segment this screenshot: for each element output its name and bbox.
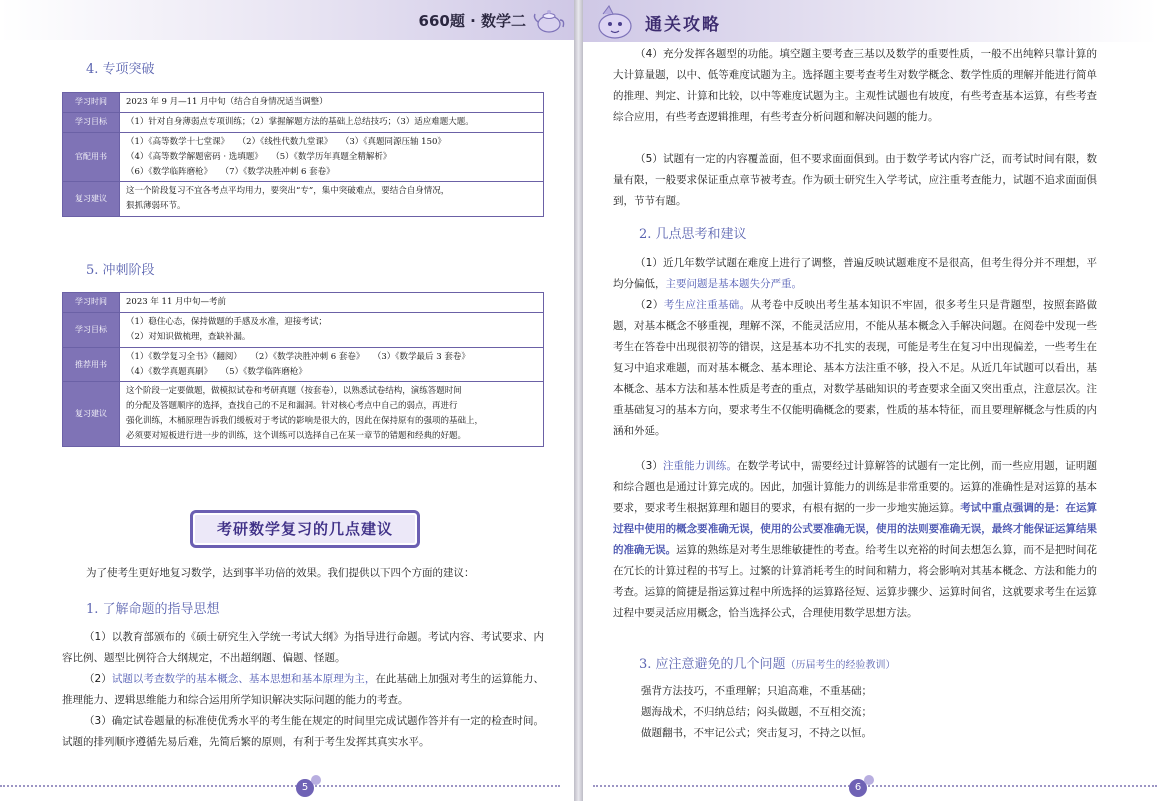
guideline-2-text: 在此基础上加强对考生的运算能力、推理能力、逻辑思维能力和综合运用所学知识解决实际问题的能力的考查。 xyxy=(62,673,545,706)
paragraph-guideline-2 xyxy=(62,669,544,711)
paragraph-thought-1 xyxy=(613,253,1097,295)
table-row xyxy=(63,112,544,132)
row-value-line: 强化训练，木桶原理告诉我们缓板对于考试的影响是很大的，因此在保持原有的强项的基础上， xyxy=(126,416,484,427)
table-row xyxy=(63,382,544,447)
table-row xyxy=(63,132,544,182)
section-title-sprint: 5. 冲刺阶段 xyxy=(86,263,155,278)
row-value xyxy=(120,347,544,382)
row-label: 学习时间 xyxy=(63,293,120,313)
paragraph-guideline-1: （1）以教育部颁布的《硕士研究生入学统一考试大纲》为指导进行命题。考试内容、考试要求、内容比例、题型比例符合大纲规定，不出超纲题、偏题、怪题。 xyxy=(62,631,544,664)
table-row xyxy=(63,182,544,217)
thought-3-number: （3） xyxy=(635,460,663,472)
heading-exam-guidelines: 1. 了解命题的指导思想 xyxy=(86,602,220,617)
right-page-header xyxy=(583,0,1157,42)
row-label: 学习目标 xyxy=(63,112,120,132)
pitfall-item: 题海战术，不归纳总结；闷头做题，不互相交流； xyxy=(641,706,872,718)
left-page xyxy=(0,0,574,801)
paragraph-thought-3 xyxy=(613,456,1097,624)
table-row xyxy=(63,293,544,313)
paragraph-guideline-3: （3）确定试卷题量的标准使优秀水平的考生能在规定的时间里完成试题作答并有一定的检查时间。试题的排列顺序遵循先易后难，先简后繁的原则，有利于考生发挥其真实水平。 xyxy=(62,715,544,748)
section-title-special-breakthrough: 4. 专项突破 xyxy=(86,62,155,77)
row-value-line: 这个阶段一定要做题，做模拟试卷和考研真题（按套卷），以熟悉试卷结构，演练答题时间 xyxy=(126,386,462,397)
study-plan-table-special xyxy=(62,92,544,217)
row-value-line: （4）《高等数学解题密码 · 选填题》 （5）《数学历年真题全精解析》 xyxy=(126,151,392,162)
paragraph-item-5: （5）试题有一定的内容覆盖面，但不要求面面俱到。由于数学考试内容广泛，而考试时间有限，数量有限，一般要求保证重点章节被考查。作为硕士研究生入学考试，应注重考查能力，试题不追求面面俱到，节节有题。 xyxy=(613,153,1097,207)
row-label: 官配用书 xyxy=(63,132,120,182)
book-title: 660题 · 数学二 xyxy=(418,12,526,30)
row-label: 复习建议 xyxy=(63,182,120,217)
table-row xyxy=(63,312,544,347)
paragraph-thought-2 xyxy=(613,295,1097,442)
row-value-line: （1）《数学复习全书》（翻阅） （2）《数学决胜冲刺 6 套卷》 （3）《数学最后 3 套卷》 xyxy=(126,351,470,362)
row-value-line: 这一个阶段复习不宜各考点平均用力，要突出“专”，集中突破难点，要结合自身情况， xyxy=(126,186,450,197)
row-value-line: 2023 年 11 月中旬—考前 xyxy=(126,297,227,307)
row-value xyxy=(120,312,544,347)
brand-title: 通关攻略 xyxy=(645,15,721,35)
page-number-left: 5 xyxy=(296,779,314,797)
row-label: 学习时间 xyxy=(63,93,120,113)
thought-3-emphasis: 考试中重点强调的是：在运算过程中使用的概念要准确无误，使用的公式要准确无误，使用的法则要准确无误，最终才能保证运算结果的准确无误。 xyxy=(613,502,1098,556)
row-value xyxy=(120,132,544,182)
thought-2-number: （2） xyxy=(635,299,664,311)
row-label: 推荐用书 xyxy=(63,347,120,382)
row-value xyxy=(120,382,544,447)
paragraph-item-4: （4）充分发挥各题型的功能。填空题主要考查三基以及数学的重要性质，一般不出纯粹只靠计算的大计算量题，以中、低等难度试题为主。选择题主要考查考生对数学概念、数学性质的理解并能进行简单的推理、判定、计算和比较，以中等难度试题为主。主观性试题也有坡度，有些考查基本运算，有些考查综合应用，有些考查逻辑推理，有些考查分析问题和解决问题的能力。 xyxy=(613,48,1097,123)
thought-1-text: （1）近几年数学试题在难度上进行了调整，普遍反映试题难度不是很高，但考生得分并不理想，平均分偏低， xyxy=(613,257,1097,290)
row-value-line: （1）针对自身薄弱点专项训练；（2）掌握解题方法的基础上总结技巧；（3）适应难题大题。 xyxy=(126,116,474,127)
row-value xyxy=(120,293,544,313)
row-value-line: 的分配及答题顺序的选择，查找自己的不足和漏洞。针对核心考点中自己的弱点，再进行 xyxy=(126,401,458,412)
page-number-right: 6 xyxy=(849,779,867,797)
row-value xyxy=(120,112,544,132)
row-value-line: （2）对知识做梳理，查缺补漏。 xyxy=(126,331,251,342)
right-page xyxy=(583,0,1157,801)
row-label: 学习目标 xyxy=(63,312,120,347)
thought-3-text-a: 在数学考试中，需要经过计算解答的试题有一定比例，而一些应用题，证明题和综合题也是通过计算完成的。因此，加强计算能力的训练是非常重要的。运算的准确性是对运算的基本要求，要求考生根据算理和题目的要求，有根有据的一步一步地实施运算。 xyxy=(613,460,1098,514)
heading-thoughts-suggestions: 2. 几点思考和建议 xyxy=(639,227,747,242)
row-value-line: 狠抓薄弱环节。 xyxy=(126,201,186,212)
row-value-line: （1）稳住心态，保持做题的手感及水准，迎接考试； xyxy=(126,316,327,327)
character-icon xyxy=(591,2,641,42)
row-value-line: 必须要对短板进行进一步的训练，这个训练可以选择自己在某一章节的错题和经典的好题。 xyxy=(126,431,467,441)
suggestions-banner: 考研数学复习的几点建议 xyxy=(190,510,420,548)
row-value xyxy=(120,93,544,113)
table-row xyxy=(63,347,544,382)
heading-pitfalls xyxy=(639,653,896,672)
study-plan-table-sprint xyxy=(62,292,544,447)
left-page-header xyxy=(0,0,574,40)
pitfalls-title: 3. 应注意避免的几个问题 xyxy=(639,657,786,672)
footer-dotted-line xyxy=(593,785,1157,789)
thought-3-text-b: 运算的熟练是对考生思维敏捷性的考查。给考生以充裕的时间去想怎么算，而不是把时间花在冗长的计算过程的书写上。过繁的计算消耗考生的时间和精力，将会影响对其基本概念、方法和能力的考查。运算的简捷是指运算过程中所选择的运算路径短、运算步骤少、运算时间省，这就要求考生在运算过程中要灵活应用概念，恰当选择公式，合理使用数学思想方法。 xyxy=(613,544,1098,619)
thought-1-highlight: 主要问题是基本题失分严重。 xyxy=(665,278,802,290)
footer-dotted-line xyxy=(0,785,560,789)
row-value-line: （1）《高等数学十七堂课》 （2）《线性代数九堂课》 （3）《真题同源压轴 150》 xyxy=(126,136,446,147)
book-gutter xyxy=(574,0,583,801)
row-value-line: （6）《数学临阵磨枪》 （7）《数学决胜冲刺 6 套卷》 xyxy=(126,166,335,177)
row-value-line: 2023 年 9 月—11 月中旬（结合自身情况适当调整） xyxy=(126,97,328,107)
row-value-line: （4）《数学真题真刷》 （5）《数学临阵磨枪》 xyxy=(126,366,307,377)
row-label: 复习建议 xyxy=(63,382,120,447)
pitfall-item: 强背方法技巧，不重理解；只追高难，不重基础； xyxy=(641,685,872,697)
pitfall-item: 做题翻书，不牢记公式；突击复习，不持之以恒。 xyxy=(641,727,872,739)
row-value xyxy=(120,182,544,217)
thought-2-text: 从考卷中反映出考生基本知识不牢固，很多考生只是背题型，按照套路做题，对基本概念不够重视，理解不深，不能灵活应用，不能从基本概念入手解决问题。在阅卷中发现一些考生在答卷中出现很初等的错误，这是基本功不扎实的表现，可能是考生在复习中出现偏差，一些考生在复习中追求难题，而对基本概念、基本理论、基本方法注重不够，投入不足。从近几年试题可以看出，基本概念、基本方法和基本性质是考查的重点，对数学基础知识的考查要求全面又突出重点，注意层次。注重基础复习的基本方向，要求考生不仅能明确概念的要素，性质的基本特征，而且要理解概念与性质的内涵和外延。 xyxy=(613,299,1098,437)
guideline-2-highlight: 试题以考查数学的基本概念、基本思想和基本原理为主， xyxy=(111,673,376,685)
thought-2-highlight: 考生应注重基础。 xyxy=(663,299,751,311)
guideline-2-number: （2） xyxy=(84,673,112,685)
thought-3-highlight: 注重能力训练。 xyxy=(662,460,738,472)
pitfalls-subtitle: （历届考生的经验教训） xyxy=(785,660,896,671)
teapot-icon xyxy=(532,2,566,36)
intro-paragraph: 为了使考生更好地复习数学，达到事半功倍的效果。我们提供以下四个方面的建议： xyxy=(86,567,475,579)
table-row xyxy=(63,93,544,113)
